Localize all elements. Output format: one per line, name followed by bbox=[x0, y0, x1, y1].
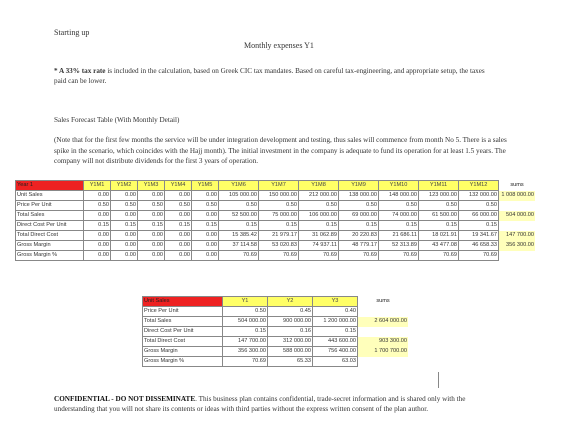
table-cell: 0.15 bbox=[223, 327, 268, 337]
table-cell: 0.00 bbox=[84, 241, 111, 251]
table-cell: 0.50 bbox=[165, 201, 192, 211]
table-cell: 0.00 bbox=[111, 251, 138, 261]
sum-cell: 504 000.00 bbox=[499, 211, 536, 221]
row-label: Price Per Unit bbox=[143, 307, 223, 317]
table-row bbox=[143, 357, 409, 367]
table-cell: 69 000.00 bbox=[339, 211, 379, 221]
table-cell: 18 021.91 bbox=[419, 231, 459, 241]
month-header: Y1M10 bbox=[379, 181, 419, 191]
table-cell: 15 385.42 bbox=[219, 231, 259, 241]
table-cell: 0.15 bbox=[111, 221, 138, 231]
table-cell: 46 658.33 bbox=[459, 241, 499, 251]
table-cell: 0.00 bbox=[138, 241, 165, 251]
table-cell: 65.33 bbox=[268, 357, 313, 367]
table-header-row bbox=[16, 181, 536, 191]
table-cell: 147 700.00 bbox=[223, 337, 268, 347]
table-cell: 0.16 bbox=[268, 327, 313, 337]
table-cell: 0.00 bbox=[138, 231, 165, 241]
table-cell: 0.15 bbox=[219, 221, 259, 231]
table-cell: 0.00 bbox=[165, 241, 192, 251]
month-header: Y1M6 bbox=[219, 181, 259, 191]
table-cell: 0.00 bbox=[111, 241, 138, 251]
table-cell: 312 000.00 bbox=[268, 337, 313, 347]
table-cell: 0.15 bbox=[459, 221, 499, 231]
monthly-forecast-table bbox=[15, 180, 536, 261]
row-label: Direct Cost Per Unit bbox=[143, 327, 223, 337]
table-row bbox=[16, 241, 536, 251]
month-header: Y1M4 bbox=[165, 181, 192, 191]
confidential-bold: CONFIDENTIAL - DO NOT DISSEMINATE bbox=[54, 395, 196, 403]
row-label: Gross Margin bbox=[143, 347, 223, 357]
row-label: Total Direct Cost bbox=[143, 337, 223, 347]
table-cell: 138 000.00 bbox=[339, 191, 379, 201]
row-label: Gross Margin % bbox=[143, 357, 223, 367]
year-header: Y3 bbox=[313, 297, 358, 307]
table-cell: 21 979.17 bbox=[259, 231, 299, 241]
table-cell: 148 000.00 bbox=[379, 191, 419, 201]
month-header: Y1M2 bbox=[111, 181, 138, 191]
table-cell: 21 686.11 bbox=[379, 231, 419, 241]
table-cell: 74 000.00 bbox=[379, 211, 419, 221]
table-cell: 0.15 bbox=[419, 221, 459, 231]
row-label: Price Per Unit bbox=[16, 201, 84, 211]
month-header: Y1M8 bbox=[299, 181, 339, 191]
row-label: Total Sales bbox=[143, 317, 223, 327]
table-cell: 63.03 bbox=[313, 357, 358, 367]
month-header: Y1M3 bbox=[138, 181, 165, 191]
sums-header: sums bbox=[510, 182, 524, 188]
table-row bbox=[143, 307, 409, 317]
table-cell: 70.69 bbox=[379, 251, 419, 261]
table-cell: 0.50 bbox=[192, 201, 219, 211]
table-cell: 0.45 bbox=[268, 307, 313, 317]
sum-cell: 2 604 000.00 bbox=[358, 317, 409, 327]
table-cell: 53 020.83 bbox=[259, 241, 299, 251]
table-corner-cell: Unit Sales bbox=[143, 297, 223, 307]
table-cell: 66 000.00 bbox=[459, 211, 499, 221]
table-cell: 150 000.00 bbox=[259, 191, 299, 201]
table-cell: 1 200 000.00 bbox=[313, 317, 358, 327]
table-cell: 132 000.00 bbox=[459, 191, 499, 201]
forecast-note: (Note that for the first few months the service will be under integration development and testing, thus sales will commence from month No 5. There is a sales spike in the scenario, which coincides with the Hajj month). The initial investment in the company is adequate to fund its operation for at least 1.5 years. The company will not distribute dividends for the first 3 years of operation. bbox=[54, 136, 507, 165]
row-label: Total Sales bbox=[16, 211, 84, 221]
sum-cell: 1 008 000.00 bbox=[499, 191, 536, 201]
table-cell: 0.50 bbox=[419, 201, 459, 211]
table-cell: 20 220.83 bbox=[339, 231, 379, 241]
table-cell: 0.50 bbox=[259, 201, 299, 211]
month-header: Y1M7 bbox=[259, 181, 299, 191]
table-row bbox=[16, 231, 536, 241]
sum-cell: 1 700 700.00 bbox=[358, 347, 409, 357]
month-header: Y1M1 bbox=[84, 181, 111, 191]
confidential-notice bbox=[54, 394, 506, 414]
table-cell: 0.15 bbox=[192, 221, 219, 231]
table-cell: 0.00 bbox=[192, 191, 219, 201]
table-corner-cell: Year 1 bbox=[16, 181, 84, 191]
table-cell: 61 500.00 bbox=[419, 211, 459, 221]
table-cell: 0.00 bbox=[165, 211, 192, 221]
table-cell: 212 000.00 bbox=[299, 191, 339, 201]
table-cell: 70.69 bbox=[259, 251, 299, 261]
table-cell: 123 000.00 bbox=[419, 191, 459, 201]
sum-cell bbox=[358, 357, 409, 367]
table-cell: 0.00 bbox=[111, 231, 138, 241]
table-cell: 74 937.11 bbox=[299, 241, 339, 251]
table-cell: 0.00 bbox=[138, 191, 165, 201]
table-cell: 0.00 bbox=[84, 211, 111, 221]
table-cell: 0.50 bbox=[138, 201, 165, 211]
table-cell: 70.69 bbox=[299, 251, 339, 261]
table-cell: 0.15 bbox=[138, 221, 165, 231]
table-cell: 70.69 bbox=[219, 251, 259, 261]
table-cell: 70.69 bbox=[459, 251, 499, 261]
table-cell: 0.00 bbox=[165, 231, 192, 241]
forecast-title: Sales Forecast Table (With Monthly Detail) bbox=[54, 116, 180, 124]
year-header: Y1 bbox=[223, 297, 268, 307]
table-cell: 0.00 bbox=[192, 211, 219, 221]
table-row bbox=[16, 251, 536, 261]
table-cell: 0.50 bbox=[84, 201, 111, 211]
tax-note-text: is included in the calculation, based on Greek CIC tax mandates. Based on careful tax-engineering, and appropriate setup, the taxes paid can be lower. bbox=[54, 67, 485, 85]
table-cell: 0.50 bbox=[299, 201, 339, 211]
table-cell: 0.00 bbox=[111, 191, 138, 201]
table-cell: 0.50 bbox=[339, 201, 379, 211]
table-cell: 0.50 bbox=[379, 201, 419, 211]
table-cell: 0.15 bbox=[299, 221, 339, 231]
table-cell: 0.00 bbox=[192, 241, 219, 251]
year-header: Y2 bbox=[268, 297, 313, 307]
table-cell: 443 600.00 bbox=[313, 337, 358, 347]
table-cell: 0.00 bbox=[138, 211, 165, 221]
table-header-row bbox=[143, 297, 409, 307]
tax-note bbox=[54, 66, 494, 86]
table-cell: 0.00 bbox=[192, 231, 219, 241]
table-cell: 0.15 bbox=[313, 327, 358, 337]
sum-cell bbox=[358, 327, 409, 337]
table-cell: 0.00 bbox=[138, 251, 165, 261]
month-header: Y1M9 bbox=[339, 181, 379, 191]
row-label: Gross Margin bbox=[16, 241, 84, 251]
table-cell: 0.00 bbox=[84, 251, 111, 261]
table-row bbox=[16, 191, 536, 201]
table-cell: 48 779.17 bbox=[339, 241, 379, 251]
row-label: Unit Sales bbox=[16, 191, 84, 201]
table-cell: 52 500.00 bbox=[219, 211, 259, 221]
row-label: Gross Margin % bbox=[16, 251, 84, 261]
table-cell: 0.50 bbox=[223, 307, 268, 317]
table-cell: 0.15 bbox=[259, 221, 299, 231]
confidential-text: . This business plan contains confidential, trade-secret information and is shared only with the understanding that you will not share its contents or ideas with third parties without the express written consent of the plan author. bbox=[54, 395, 466, 413]
table-cell: 588 000.00 bbox=[268, 347, 313, 357]
table-cell: 19 341.67 bbox=[459, 231, 499, 241]
table-cell: 105 000.00 bbox=[219, 191, 259, 201]
table-cell: 0.00 bbox=[84, 191, 111, 201]
sum-cell bbox=[358, 307, 409, 317]
row-label: Direct Cost Per Unit bbox=[16, 221, 84, 231]
sum-cell bbox=[499, 201, 536, 211]
tax-note-bold: * A 33% tax rate bbox=[54, 67, 106, 75]
sum-cell bbox=[499, 221, 536, 231]
doc-subtitle: Monthly expenses Y1 bbox=[244, 41, 314, 50]
sum-cell: 903 300.00 bbox=[358, 337, 409, 347]
table-cell: 0.15 bbox=[379, 221, 419, 231]
table-cell: 0.50 bbox=[459, 201, 499, 211]
table-cell: 0.50 bbox=[219, 201, 259, 211]
month-header: Y1M11 bbox=[419, 181, 459, 191]
table-cell: 0.40 bbox=[313, 307, 358, 317]
table-cell: 75 000.00 bbox=[259, 211, 299, 221]
table-row bbox=[16, 221, 536, 231]
table-cell: 900 000.00 bbox=[268, 317, 313, 327]
table-cell: 0.15 bbox=[339, 221, 379, 231]
table-cell: 37 114.58 bbox=[219, 241, 259, 251]
table-cell: 106 000.00 bbox=[299, 211, 339, 221]
table-cell: 43 477.08 bbox=[419, 241, 459, 251]
table-cell: 0.15 bbox=[165, 221, 192, 231]
table-cell: 52 313.89 bbox=[379, 241, 419, 251]
table-cell: 0.00 bbox=[111, 211, 138, 221]
table-row bbox=[16, 201, 536, 211]
table-row bbox=[143, 347, 409, 357]
table-cell: 0.00 bbox=[192, 251, 219, 261]
month-header: Y1M12 bbox=[459, 181, 499, 191]
table-cell: 70.69 bbox=[223, 357, 268, 367]
table-row bbox=[143, 317, 409, 327]
row-label: Total Direct Cost bbox=[16, 231, 84, 241]
divider-line bbox=[438, 372, 439, 388]
sum-cell: 356 300.00 bbox=[499, 241, 536, 251]
table-cell: 0.00 bbox=[165, 251, 192, 261]
table-cell: 0.50 bbox=[111, 201, 138, 211]
yearly-summary-table bbox=[142, 296, 409, 367]
table-cell: 31 062.89 bbox=[299, 231, 339, 241]
table-row bbox=[143, 327, 409, 337]
table-cell: 70.69 bbox=[419, 251, 459, 261]
sum-cell: 147 700.00 bbox=[499, 231, 536, 241]
month-header: Y1M5 bbox=[192, 181, 219, 191]
table-cell: 356 300.00 bbox=[223, 347, 268, 357]
table-cell: 504 000.00 bbox=[223, 317, 268, 327]
table-cell: 0.00 bbox=[165, 191, 192, 201]
sums-header: sums bbox=[376, 298, 390, 304]
sum-cell bbox=[499, 251, 536, 261]
table-cell: 756 400.00 bbox=[313, 347, 358, 357]
table-row bbox=[16, 211, 536, 221]
table-row bbox=[143, 337, 409, 347]
table-cell: 0.00 bbox=[84, 231, 111, 241]
doc-title: Starting up bbox=[54, 28, 90, 37]
table-cell: 70.69 bbox=[339, 251, 379, 261]
table-cell: 0.15 bbox=[84, 221, 111, 231]
